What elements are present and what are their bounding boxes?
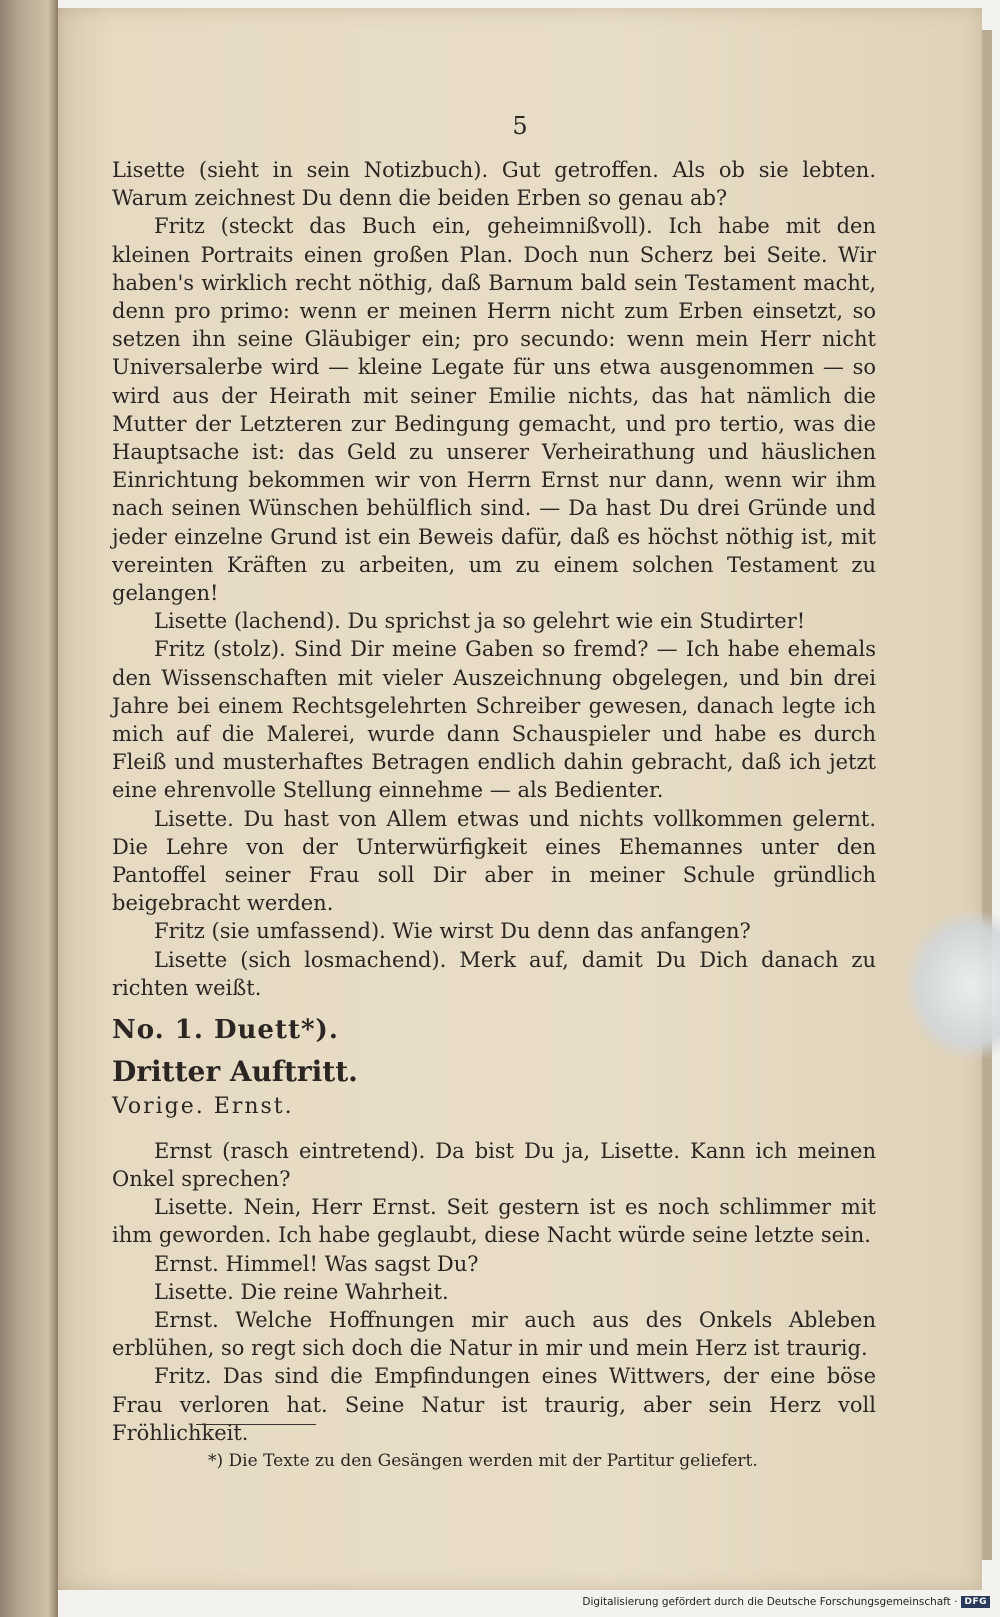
- book-page: [58, 8, 982, 1590]
- cast-line: Vorige. Ernst.: [112, 1093, 294, 1119]
- paragraph: Fritz (steckt das Buch ein, geheimnißvoll). Ich habe mit den kleinen Portraits einen großen Plan. Doch nun Scherz bei Seite. Wir haben's wirklich recht nöthig, daß Barnum bald sein Testament macht, denn pro primo: wenn er meinen Herrn nicht zum Erben einsetzt, so setzen ihn seine Gläubiger ein; pro secundo: wenn mein Herr nicht Universalerbe wird — kleine Legate für uns etwa ausgenommen — so wird aus der Heirath mit seiner Emilie nichts, das hat nämlich die Mutter der Letzteren zur Bedingung gemacht, und pro tertio, was die Hauptsache ist: das Geld zu unserer Verheirathung und häuslichen Einrichtung bekommen wir von Herrn Ernst nur dann, wenn wir ihm nach seinen Wünschen behülflich sind. — Da hast Du drei Gründe und jeder einzelne Grund ist ein Beweis dafür, daß es höchst nöthig ist, mit vereinten Kräften zu arbeiten, um zu einem solchen Testament zu gelangen!: [112, 214, 876, 606]
- paragraph: Ernst (rasch eintretend). Da bist Du ja, Lisette. Kann ich meinen Onkel sprechen?: [112, 1138, 876, 1191]
- paragraph: Fritz. Das sind die Empfindungen eines Wittwers, der eine böse Frau verloren hat. Seine Natur ist traurig, aber sein Herz voll Fröhlichkeit.: [112, 1364, 876, 1445]
- paragraph: Ernst. Welche Hoffnungen mir auch aus des Onkels Ableben erblühen, so regt sich doch die Natur in mir und mein Herz ist traurig.: [112, 1307, 876, 1361]
- paragraph: Lisette. Nein, Herr Ernst. Seit gestern ist es noch schlimmer mit ihm geworden. Ich habe geglaubt, diese Nacht würde seine letzte sein.: [112, 1195, 876, 1248]
- paragraph: Lisette (sieht in sein Notizbuch). Gut getroffen. Als ob sie lebten. Warum zeichnest Du denn die beiden Erben so genau ab?: [112, 158, 876, 211]
- page-number: 5: [512, 112, 528, 140]
- paragraph: Lisette (sich losmachend). Merk auf, damit Du Dich danach zu richten weißt.: [112, 947, 876, 1000]
- paragraph: Lisette. Du hast von Allem etwas und nichts vollkommen gelernt. Die Lehre von der Unterwürfigkeit eines Ehemannes unter den Pantoffel seiner Frau soll Dir aber in meiner Schule gründlich beigebracht werden.: [112, 806, 876, 916]
- paragraph: Ernst. Himmel! Was sagst Du?: [154, 1251, 479, 1276]
- paragraph: Fritz (sie umfassend). Wie wirst Du denn das anfangen?: [154, 919, 751, 944]
- digitization-credit: [582, 1596, 990, 1608]
- paragraph: Fritz (stolz). Sind Dir meine Gaben so fremd? — Ich habe ehemals den Wissenschaften mit vieler Auszeichnung obgelegen, und bin drei Jahre bei einem Rechtsgelehrten Schreiber gewesen, danach legte ich mich auf die Malerei, wurde dann Schauspieler und habe es durch Fleiß und musterhaftes Betragen endlich dahin gebracht, daß ich jetzt eine ehrenvolle Stellung einnehme — als Bedienter.: [112, 637, 876, 803]
- scene-heading: Dritter Auftritt.: [112, 1055, 358, 1089]
- footnote: *) Die Texte zu den Gesängen werden mit der Partitur geliefert.: [208, 1451, 758, 1471]
- dfg-logo: DFG: [961, 1596, 990, 1608]
- page-clip: [905, 910, 1000, 1060]
- footnote-rule: [196, 1424, 316, 1425]
- duet-heading: No. 1. Duett*).: [112, 1015, 339, 1046]
- page-edge: [982, 30, 992, 1560]
- credit-text: Digitalisierung gefördert durch die Deutsche Forschungsgemeinschaft ·: [582, 1596, 958, 1608]
- book-gutter: [0, 0, 58, 1617]
- paragraph: Lisette. Die reine Wahrheit.: [154, 1279, 449, 1304]
- paragraph: Lisette (lachend). Du sprichst ja so gelehrt wie ein Studirter!: [154, 609, 806, 634]
- page-text: [112, 156, 876, 1447]
